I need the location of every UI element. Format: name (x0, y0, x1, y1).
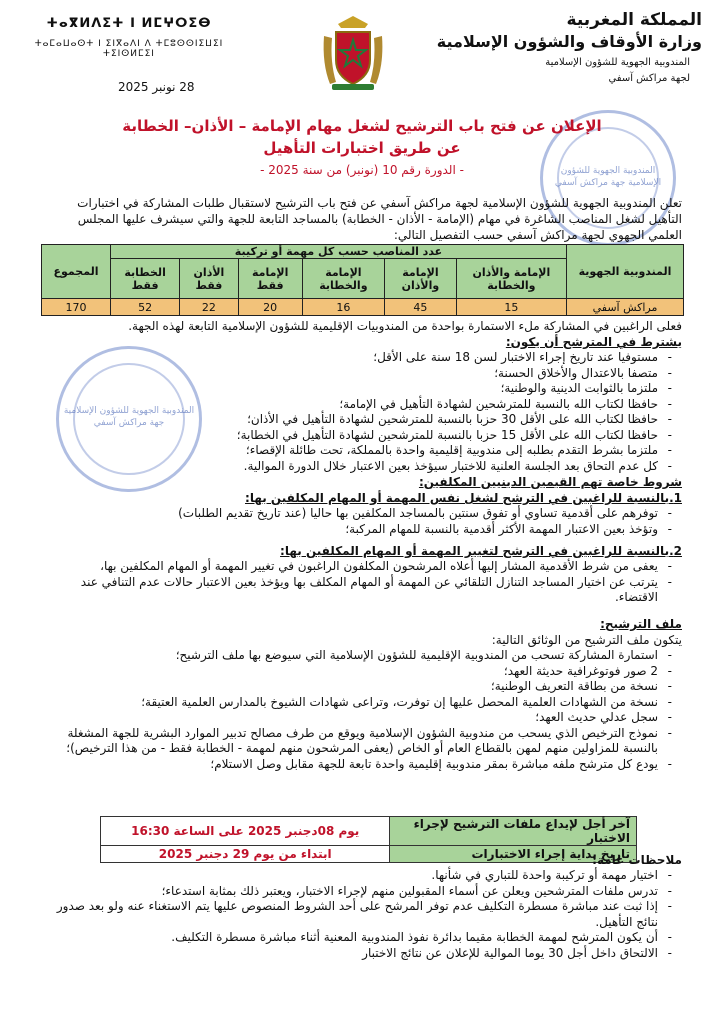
row-value: 52 (111, 299, 180, 316)
region-name: لجهة مراكش آسفي (608, 73, 690, 84)
start-value: ابتداء من يوم 29 دجنبر 2025 (101, 846, 390, 863)
list-item: - مستوفيا عند تاريخ إجراء الاختبار لسن 18 سنة على الأقل؛ (60, 350, 658, 366)
notes-heading: ملاحظات عامة: (592, 853, 682, 867)
special-section (40, 474, 682, 606)
special-sub2-heading: 2.بالنسبة للراغبين في الترشح لتغيير المهمة أو المهام المكلفين بها: (280, 544, 682, 558)
special-heading: شروط خاصة تهم القيمين الدينيين المكلفين: (418, 475, 682, 489)
deadline-label: آخر أجل لإيداع ملفات الترشيح لإجراء الاختبار (390, 817, 637, 846)
table-row (101, 817, 637, 846)
start-label: تاريخ بداية إجراء الاختبارات (390, 846, 637, 863)
title-line-1: الإعلان عن فتح باب الترشيح لشغل مهام الإمامة – الأذان– الخطابة (122, 117, 602, 135)
stamp-top: المندوبية الجهوية للشؤون الإسلامية جهة مراكش آسفي (540, 110, 676, 246)
sub-header: الإمامة والأذان (385, 259, 457, 299)
col-total: المجموع (42, 245, 111, 299)
intro-paragraph: تعلن المندوبية الجهوية للشؤون الإسلامية لجهة مراكش آسفي عن فتح باب الترشيح لاستقبال طلبات المشاركة في اختبارات التأهيل لشغل المناصب الشاغرة في مهام (الإمامة - الأذان - الخطابة) بالمساجد التابعة للجهة والتي سيشرف عليها المجلس العلمي الجهوي لجهة مراكش آسفي حسب التفصيل التالي: (77, 196, 682, 242)
file-heading: ملف الترشيح: (600, 617, 682, 631)
conditions-section (60, 334, 682, 474)
document-date: 28 نونبر 2025 (118, 80, 195, 94)
conditions-heading: يشترط في المترشح أن يكون: (505, 335, 682, 349)
list-item: - نسخة من الشهادات العلمية المحصل عليها إن توفرت، وتراعى شهادات الشيوخ بالمدارس العلمية العتيقة؛ (42, 695, 658, 711)
deadline-value: يوم 08دجنبر 2025 على الساعة 16:30 (101, 817, 390, 846)
col-delegation: المندوبية الجهوية (567, 245, 684, 299)
list-item: - نموذج الترخيص الذي يسحب من مندوبية الشؤون الإسلامية ويوقع من طرف مصالح تدبير الموارد البشرية للجهة المشغلة بالنسبة للمزاولين منهم لمهن بالقطاع العام أو الخاص (يعفى المرشحون منهم لمهمة - الخطابة فقط - من هذا الترخيص)؛ (42, 726, 658, 757)
tifinagh-ministry: ⵜⴰⵎⴰⵡⴰⵙⵜ ⵏ ⵉⵏⴳⴰⴷⵏ ⴷ ⵜⵎⵓⵙⵙⵏⵉⵡⵉⵏ ⵜⵉⵏⵙⵍⵎⵉⵏ (34, 39, 224, 59)
list-item: - ملتزما بشرط التقدم بطلبه إلى مندوبية إقليمية واحدة بالمملكة، تحت طائلة الإقصاء؛ (60, 443, 658, 459)
table-row (42, 299, 684, 316)
tifinagh-kingdom: ⵜⴰⴳⵍⴷⵉⵜ ⵏ ⵍⵎⵖⵔⵉⴱ (46, 16, 212, 31)
list-item: - أن يكون المترشح لمهمة الخطابة مقيما بدائرة نفوذ المندوبية المعنية أثناء مباشرة مسطرة التكليف. (42, 930, 658, 946)
coat-of-arms-icon (318, 14, 388, 94)
title-line-2: عن طريق اختبارات التأهيل (263, 139, 461, 157)
delegation-name: المندوبية الجهوية للشؤون الإسلامية (545, 57, 690, 68)
sub-header: الإمامة والخطابة (302, 259, 384, 299)
stamp-left: المندوبية الجهوية للشؤون الإسلامية جهة مراكش آسفي (56, 346, 202, 492)
list-item: - كل عدم التحاق بعد الجلسة العلنية للاختبار سيؤخذ بعين الاعتبار خلال الدورة الموالية. (60, 459, 658, 475)
list-item: - الالتحاق داخل أجل 30 يوما الموالية للإعلان عن نتائج الاختبار (42, 946, 658, 962)
special-sub1-heading: 1.بالنسبة للراغبين في الترشح لشغل نفس المهمة أو المهام المكلفين بها: (245, 491, 682, 505)
row-value: 45 (385, 299, 457, 316)
list-item: - حافظا لكتاب الله على الأقل 15 حزبا بالنسبة للمترشحين لشهادة التأهيل في الخطابة؛ (60, 428, 658, 444)
after-table-text: فعلى الراغبين في المشاركة ملء الاستمارة بواحدة من المندوبيات الإقليمية للشؤون الإسلامية التابعة لهذه الجهة. (128, 319, 682, 333)
list-item: - تدرس ملفات المترشحين ويعلن عن أسماء المقبولين منهم لإجراء الاختبار، ويعتبر ذلك بمثابة استدعاء؛ (42, 884, 658, 900)
ministry-name: وزارة الأوقاف والشؤون الإسلامية (436, 32, 702, 51)
sub-header: الإمامة والأذان والخطابة (456, 259, 566, 299)
kingdom-name: المملكة المغربية (566, 10, 702, 30)
notes-section (42, 852, 682, 961)
list-item: - توفرهم على أقدمية تساوي أو تفوق سنتين بالمساجد المكلفين بها حاليا (عند تاريخ تقديم الطلبات) (40, 506, 658, 522)
positions-table (41, 244, 684, 316)
sub-header: الخطابة فقط (111, 259, 180, 299)
header-left (14, 16, 244, 59)
list-item: - يترتب عن اختيار المساجد التنازل التلقائي عن المهمة أو المهام المكلف بها ويؤخذ بعين الاعتبار حالات عدم التنافي عند الاقتضاء. (40, 575, 658, 606)
row-value: 22 (180, 299, 238, 316)
sub-header: الأذان فقط (180, 259, 238, 299)
group-header: عدد المناصب حسب كل مهمة أو تركيبة (111, 245, 567, 259)
list-item: - حافظا لكتاب الله على الأقل 30 حزبا بالنسبة للمترشحين لشهادة التأهيل في الأذان؛ (60, 412, 658, 428)
list-item: - حافظا لكتاب الله بالنسبة للمترشحين لشهادة التأهيل في الإمامة؛ (60, 397, 658, 413)
list-item: - اختيار مهمة أو تركيبة واحدة للتباري في شأنها. (42, 868, 658, 884)
file-intro: يتكون ملف الترشيح من الوثائق التالية: (491, 633, 682, 647)
row-value: 15 (456, 299, 566, 316)
list-item: - ملتزما بالثوابت الدينية والوطنية؛ (60, 381, 658, 397)
list-item: - وتؤخذ بعين الاعتبار المهمة الأكثر أقدمية بالنسبة للمهام المركبة؛ (40, 522, 658, 538)
session-line: - الدورة رقم 10 (نونبر) من سنة 2025 - (260, 163, 464, 177)
list-item: - سجل عدلي حديث العهد؛ (42, 710, 658, 726)
list-item: - 2 صور فوتوغرافية حديثة العهد؛ (42, 664, 658, 680)
row-delegation: مراكش آسفي (567, 299, 684, 316)
row-value: 16 (302, 299, 384, 316)
row-value: 20 (238, 299, 302, 316)
file-section (42, 616, 682, 772)
list-item: - يودع كل مترشح ملفه مباشرة بمقر مندوبية إقليمية واحدة تابعة للجهة مقابل وصل الاستلام؛ (42, 757, 658, 773)
row-total: 170 (42, 299, 111, 316)
list-item: - نسخة من بطاقة التعريف الوطنية؛ (42, 679, 658, 695)
list-item: - متصفا بالاعتدال والأخلاق الحسنة؛ (60, 366, 658, 382)
list-item: - يعفى من شرط الأقدمية المشار إليها أعلاه المرشحون المكلفون الراغبون في تغيير المهمة أو المهام المكلفين بها، (40, 559, 658, 575)
list-item: - استمارة المشاركة تسحب من المندوبية الإقليمية للشؤون الإسلامية التي سيوضع بها ملف الترشيح؛ (42, 648, 658, 664)
list-item: - إذا ثبت عند مباشرة مسطرة التكليف عدم توفر المرشح على أحد الشروط المنصوص عليها يتم الاستغناء عنه ولو بعد صدور نتائج التأهيل. (42, 899, 658, 930)
sub-header: الإمامة فقط (238, 259, 302, 299)
header-right (432, 10, 702, 84)
